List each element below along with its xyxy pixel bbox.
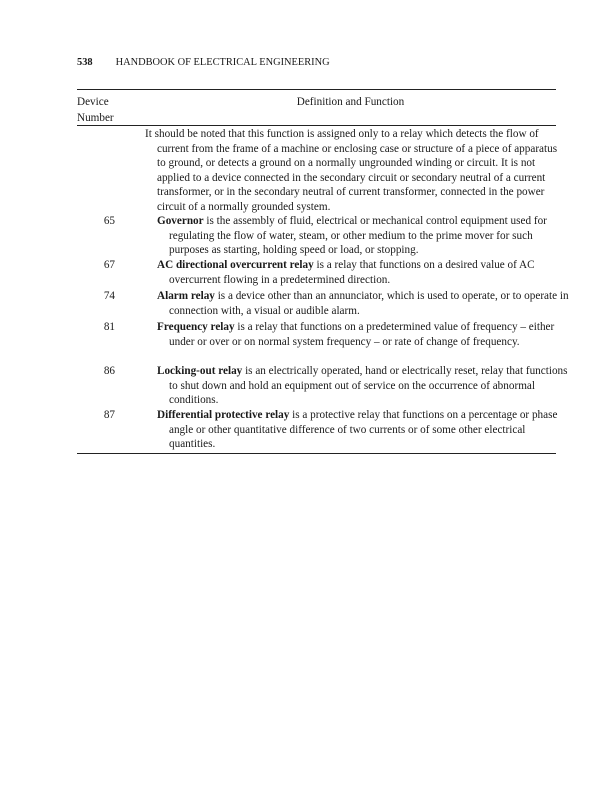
device-number: 67 — [103, 259, 115, 271]
device-definition — [157, 289, 573, 318]
device-definition — [157, 258, 573, 287]
device-description: is a relay that functions on a desired value of AC overcurrent flowing in a predetermined direction. — [169, 259, 535, 286]
device-description: is the assembly of fluid, electrical or mechanical control equipment used for regulating the flow of water, steam, or other medium to the prime mover for such purposes as starting, holding speed or load, or stopping. — [169, 215, 547, 257]
device-definition — [157, 364, 573, 408]
page-number: 538 — [77, 57, 93, 68]
device-number: 74 — [103, 290, 115, 302]
device-definition — [157, 320, 573, 349]
book-title: HANDBOOK OF ELECTRICAL ENGINEERING — [115, 57, 330, 68]
device-number: 86 — [103, 365, 115, 377]
device-term: Governor — [157, 215, 204, 227]
device-description: is an electrically operated, hand or electrically reset, relay that functions to shut down and hold an equipment out of service on the occurrence of abnormal conditions. — [169, 365, 568, 407]
running-head — [77, 57, 330, 68]
device-definition — [157, 408, 573, 452]
device-definition — [157, 214, 573, 258]
device-term: Frequency relay — [157, 321, 235, 333]
device-number: 87 — [103, 409, 115, 421]
table-header-rule — [77, 125, 556, 126]
device-term: AC directional overcurrent relay — [157, 259, 314, 271]
device-number: 81 — [103, 321, 115, 333]
device-term: Differential protective relay — [157, 409, 290, 421]
table-top-rule — [77, 89, 556, 90]
column-header-definition: Definition and Function — [296, 96, 405, 108]
device-term: Alarm relay — [157, 290, 215, 302]
continuation-text: It should be noted that this function is assigned only to a relay which detects the flow of current from the frame of a machine or enclosing case or structure of a piece of apparatus to ground, or detects a ground on a normally ungrounded winding or circuit. It is not applied to a device connected in the secondary circuit or secondary neutral of a current transformer, or in the secondary neutral of current transformer, connected in the power circuit of a normally grounded system. — [145, 128, 558, 213]
table-bottom-rule — [77, 453, 556, 454]
device-description: is a relay that functions on a predetermined value of frequency – either under or over or on normal system frequency – or rate of change of frequency. — [169, 321, 555, 348]
device-description: is a protective relay that functions on a percentage or phase angle or other quantitative difference of two currents or of some other electrical quantities. — [169, 409, 558, 451]
column-header-device-number: Device Number — [77, 96, 114, 124]
device-number: 65 — [103, 215, 115, 227]
device-description: is a device other than an annunciator, which is used to operate, or to operate in connection with, a visual or audible alarm. — [169, 290, 569, 317]
device-term: Locking-out relay — [157, 365, 243, 377]
